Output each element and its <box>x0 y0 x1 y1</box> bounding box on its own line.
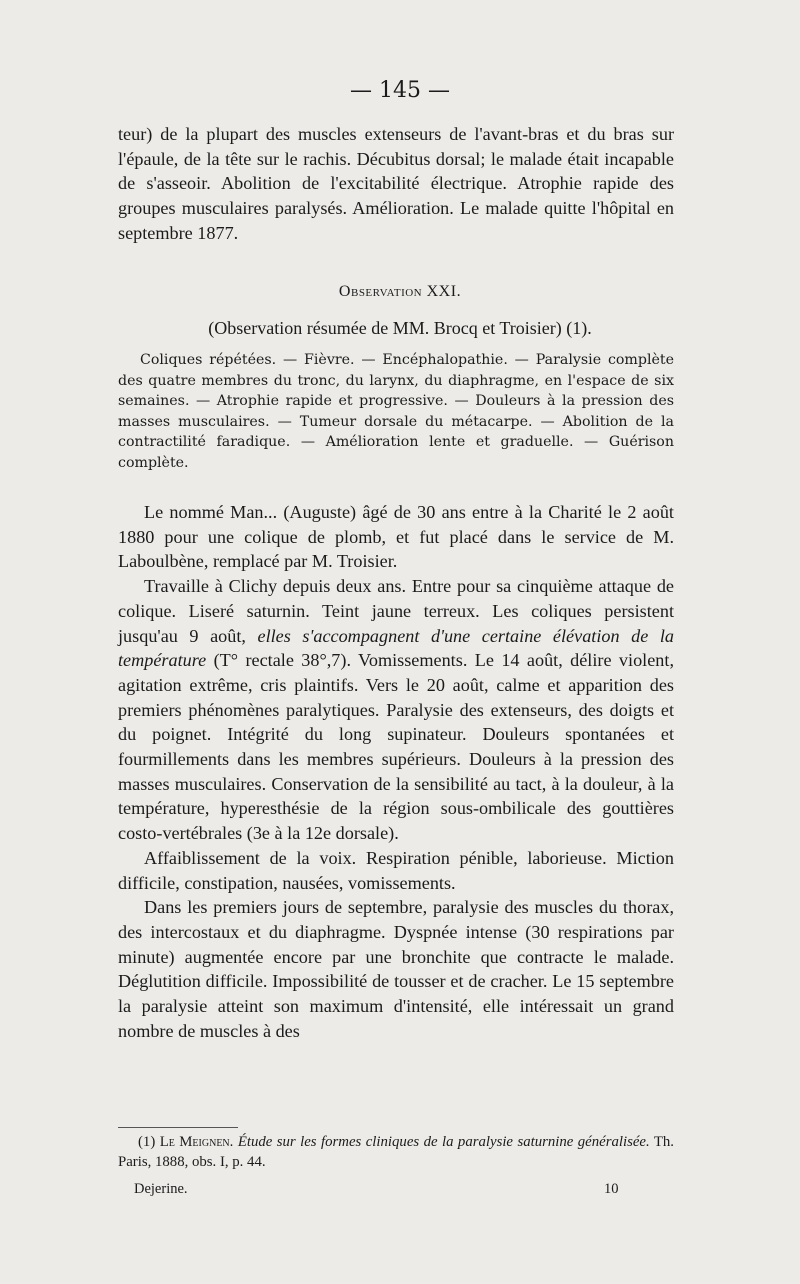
observation-title: Observation XXI. <box>338 283 462 300</box>
paragraph-3-start: Travaille à Clichy depuis deux ans. Entre pour sa cinquième attaque de colique. Liseré saturnin. Teint jaune terreux. Les coliques persistent jusqu'au 9 août, <box>118 576 674 646</box>
observation-subtitle: (Observation résumée de MM. Brocq et Troisier) (1). <box>208 318 592 338</box>
page-number: — 145 — <box>350 78 450 103</box>
paragraph-4: Affaiblissement de la voix. Respiration pénible, laborieuse. Miction difficile, constipation, nausées, vomissements. <box>118 847 674 893</box>
paragraph-5: Dans les premiers jours de septembre, paralysie des muscles du thorax, des intercostaux et du diaphragme. Dyspnée intense (30 respirations par minute) augmentée encore par une bronchite que contracte le malade. Déglutition difficile. Impossibilité de tousser et de cracher. Le 15 septembre la paralysie atteint son maximum d'intensité, elle intéressait un grand nombre de muscles à des <box>118 897 674 1041</box>
paragraph-2: Le nommé Man... (Auguste) âgé de 30 ans entre à la Charité le 2 août 1880 pour une colique de plomb, et fut placé dans le service de M. Laboulbène, remplacé par M. Troisier. <box>118 502 674 572</box>
sheet-number: 10 <box>604 1181 619 1197</box>
footnote-source: Th. Paris, 1888, obs. I, p. 44. <box>118 1134 675 1170</box>
signature-mark: Dejerine. <box>134 1181 188 1197</box>
paragraph-1: teur) de la plupart des muscles extenseurs de l'avant-bras et du bras sur l'épaule, de la tête sur le rachis. Décubitus dorsal; le malade était incapable de s'asseoir. Abolition de l'excitabilité électrique. Atrophie rapide des groupes musculaires paralysés. Amélioration. Le malade quitte l'hôpital en septembre 1877. <box>118 124 674 243</box>
paragraph-continuation <box>118 122 674 246</box>
observation-summary: Coliques répétées. — Fièvre. — Encéphalopathie. — Paralysie complète des quatre membres du tronc, du larynx, du diaphragme, en l'espace de six semaines. — Atrophie rapide et progressive. — Douleurs à la pression des masses musculaires. — Tumeur dorsale du métacarpe. — Abolition de la contractilité faradique. — Amélioration lente et graduelle. — Guérison complète. <box>118 352 674 471</box>
footnote-title: Étude sur les formes cliniques de la paralysie saturnine généralisée. <box>237 1134 650 1150</box>
observation-body <box>118 500 674 1043</box>
footnote <box>118 1132 674 1172</box>
paragraph-3 <box>118 574 674 846</box>
footnote-divider <box>118 1127 238 1128</box>
paragraph-3-rest: (T° rectale 38°,7). Vomissements. Le 14 août, délire violent, agitation extrême, cris plaintifs. Vers le 20 août, calme et apparition des premiers phénomènes paralytiques. Paralysie des extenseurs, des doigts et du poignet. Intégrité du long supinateur. Douleurs spontanées et fourmillements dans les membres supérieurs. Douleurs à la pression des masses musculaires. Conservation de la sensibilité au tact, à la douleur, à la température, hyperesthésie de la région sous-ombilicale des gouttières costo-vertébrales (3e à la 12e dorsale). <box>118 650 674 844</box>
paragraph-3-italic: elles s'accompagnent d'une certaine élévation de la température <box>118 625 675 671</box>
footnote-author: (1) Le Meignen. <box>138 1134 234 1150</box>
